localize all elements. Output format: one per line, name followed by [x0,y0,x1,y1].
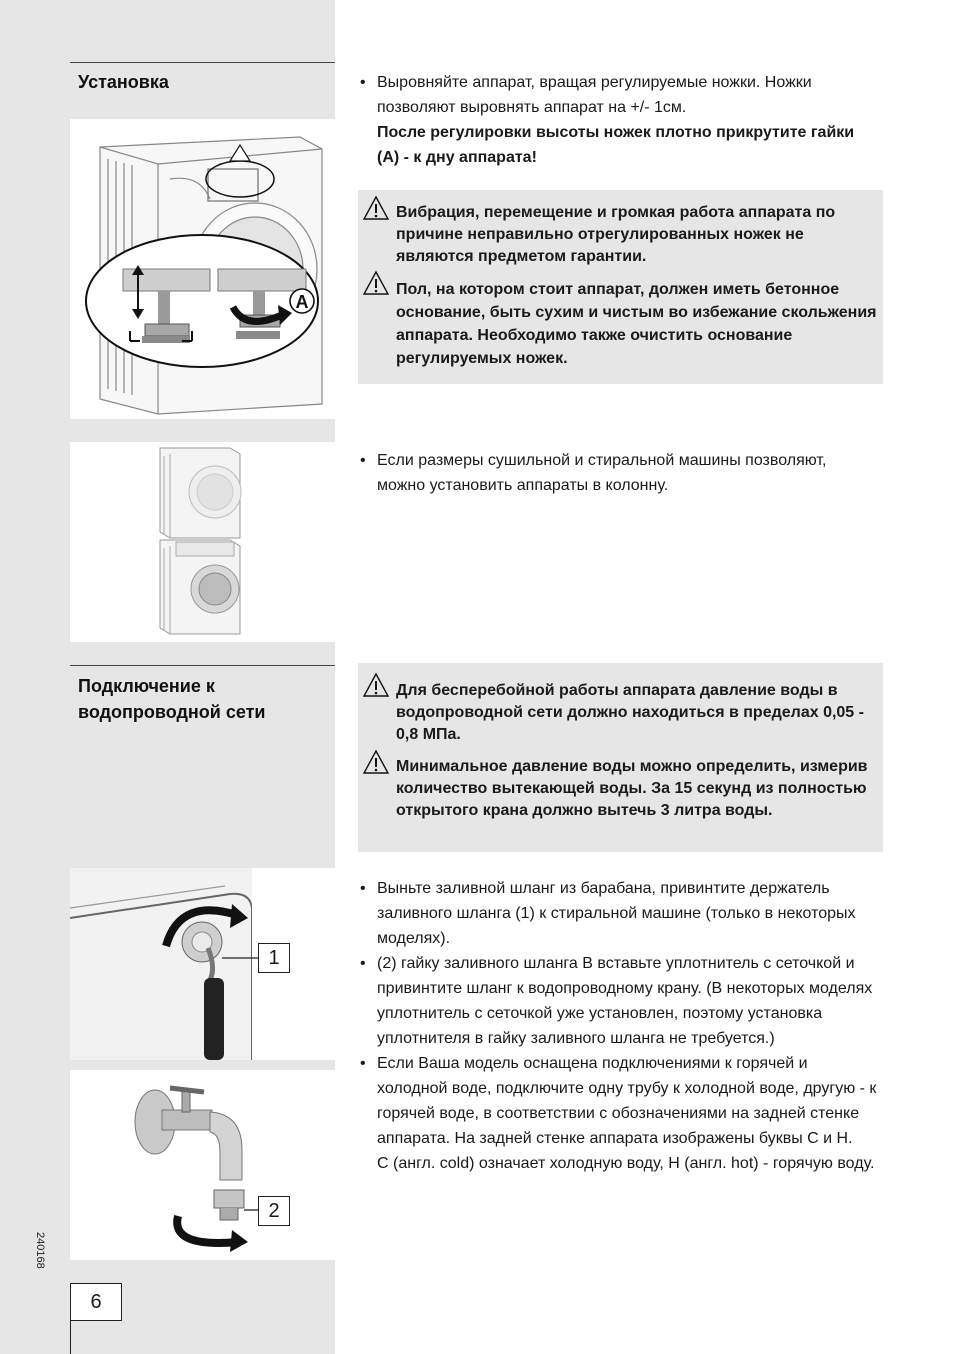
install-warning-box [358,190,883,384]
page-number-rule [70,1319,71,1354]
warning-icon [362,195,390,221]
column-bullet-text: Если размеры сушильной и стиральной машины позволяют, можно установить аппараты в колонну. [377,452,827,494]
warning-icon [362,270,390,296]
water-bullet-nut: (2) гайку заливного шланга B вставьте уплотнитель с сеточкой и привинтите шланг к водопроводному крану. (В некоторых моделях уплотнитель с сеточкой уже установлен, поэтому установка уплотнителя в гайку заливного шланга не требуется.) [377,955,873,1047]
callout-2: 2 [258,1196,290,1226]
page-number: 6 [70,1283,122,1321]
water-warning-box [358,663,883,852]
water-bullet-hot-cold: Если Ваша модель оснащена подключениями к горячей и холодной воде, подключите одну трубу к холодной воде, другую - к горячей воде, в соответствии с обозначениями на задней стенке аппарата. На задней стенке аппарата изображены буквы C и H. [377,1055,877,1147]
install-bullet-bold: После регулировки высоты ножек плотно прикрутите гайки (A) - к дну аппарата! [377,124,855,166]
column-bullet-list [358,448,878,498]
water-warning-min-pressure: Минимальное давление воды можно определить, измерив количество вытекающей воды. За 15 секунд из полностью открытого крана должно вытечь 3 литра воды. [396,758,868,819]
section-rule-install [70,62,335,63]
water-bullet-list [358,876,878,1176]
label-a: A [295,292,309,312]
stacked-column-illustration [70,442,335,642]
warning-icon [362,672,390,698]
faucet-illustration [70,1070,335,1260]
section-rule-water [70,665,335,666]
install-warning-vibration: Вибрация, перемещение и громкая работа аппарата по причине неправильно отрегулированных ножек не являются предметом гарантии. [396,204,836,265]
section-title-water: Подключение к водопроводной сети [78,676,266,722]
install-bullet-text: Выровняйте аппарат, вращая регулируемые ножки. Ножки позволяют выровнять аппарат на +/- 1см. [377,74,812,116]
list-item [358,876,878,951]
leveling-feet-illustration [70,119,335,419]
install-warning-floor: Пол, на котором стоит аппарат, должен иметь бетонное основание, быть сухим и чистым во избежание скольжения аппарата. Необходимо также очистить основание регулируемых ножек. [396,281,877,367]
list-item [358,1051,878,1176]
water-bullet-hot-cold-extra: C (англ. cold) означает холодную воду, H (англ. hot) - горячую воду. [377,1155,875,1172]
list-item [358,70,878,170]
callout-1: 1 [258,943,290,973]
document-code: 240168 [34,1232,46,1269]
water-warning-pressure: Для бесперебойной работы аппарата давление воды в водопроводной сети должно находиться в пределах 0,05 - 0,8 МПа. [396,682,864,743]
install-bullet-list [358,70,878,170]
list-item [358,448,878,498]
section-title-install: Установка [78,72,169,92]
water-bullet-holder: Выньте заливной шланг из барабана, привинтите держатель заливного шланга (1) к стиральной машине (только в некоторых моделях). [377,880,856,947]
hose-holder-illustration [70,868,335,1060]
warning-icon [362,749,390,775]
list-item [358,951,878,1051]
